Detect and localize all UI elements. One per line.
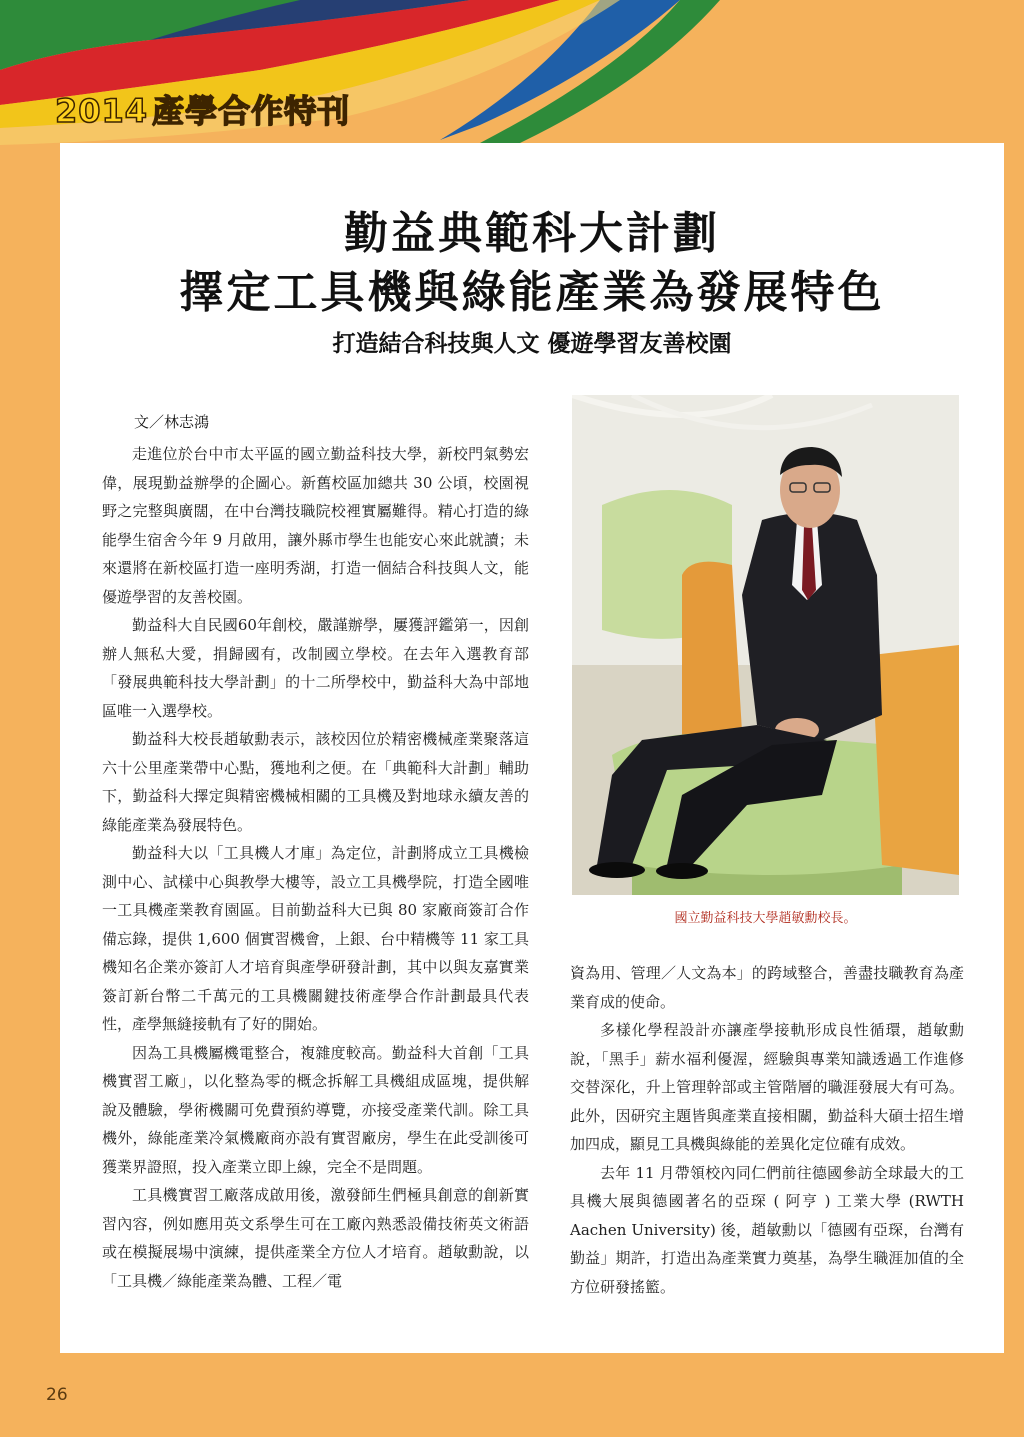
header-label: 產學合作特刊 <box>152 92 351 130</box>
page-number: 26 <box>46 1385 68 1405</box>
body-paragraph: 勤益科大自民國60年創校，嚴謹辦學，屢獲評鑑第一，因創辦人無私大愛，捐歸國有，改制國立學校。在去年入選教育部「發展典範科技大學計劃」的十二所學校中，勤益科大為中部地區唯一入選學校。 <box>102 616 529 720</box>
photo-caption: 國立勤益科技大學趙敏勳校長。 <box>674 911 857 926</box>
body-paragraph: 因為工具機屬機電整合，複雜度較高。勤益科大首創「工具機實習工廠」，以化整為零的概念拆解工具機組成區塊，提供解說及體驗，學術機關可免費預約導覽，亦接受產業代訓。除工具機外，綠能產業冷氣機廠商亦設有實習廠房，學生在此受訓後可獲業界證照，投入產業立即上線，完全不是問題。 <box>102 1043 529 1176</box>
body-paragraph: 工具機實習工廠落成啟用後，激發師生們極具創意的創新實習內容，例如應用英文系學生可在工廠內熟悉設備技術英文術語或在模擬展場中演練，提供產業全方位人才培育。趙敏勳說，以「工具機／綠能產業為體、工程／電 <box>102 1186 529 1290</box>
magazine-header-title <box>55 86 350 132</box>
body-paragraph-continued: 資為用、管理／人文為本」的跨域整合，善盡技職教育為產業育成的使命。 <box>570 964 964 1011</box>
body-paragraph: 走進位於台中市太平區的國立勤益科技大學，新校門氣勢宏偉，展現勤益辦學的企圖心。新舊校區加總共 30 公頃，校園視野之完整與廣闊，在中台灣技職院校裡實屬難得。精心打造的綠能學生宿舍今年 9 月啟用，讓外縣市學生也能安心來此就讀；未來還將在新校區打造一座明秀湖，打造一個結合科技與人文，能優遊學習的友善校園。 <box>102 445 529 606</box>
president-photo-illustration <box>572 395 959 895</box>
president-photo <box>572 395 959 895</box>
body-paragraph: 勤益科大校長趙敏勳表示，該校因位於精密機械產業聚落這六十公里產業帶中心點，獲地利之便。在「典範科大計劃」輔助下，勤益科大擇定與精密機械相關的工具機及對地球永續友善的綠能產業為發展特色。 <box>102 730 529 834</box>
article-byline: 文／林志鴻 <box>134 413 210 431</box>
article-panel <box>60 143 1004 1353</box>
article-right-column <box>570 959 964 1301</box>
body-paragraph: 去年 11 月帶領校內同仁們前往德國參訪全球最大的工具機大展與德國著名的亞琛 ( 阿亨 ) 工業大學 (RWTH Aachen University) 後，趙敏勳以「德國有亞琛，台灣有勤益」期許，打造出為產業實力奠基，為學生職涯加值的全方位研發搖籃。 <box>570 1163 964 1296</box>
article-subtitle: 打造結合科技與人文 優遊學習友善校園 <box>332 331 732 357</box>
header-year: 2014 <box>55 92 149 130</box>
article-left-column <box>102 440 529 1295</box>
header-stripes <box>0 0 1024 160</box>
article-title-line2: 擇定工具機與綠能產業為發展特色 <box>179 267 885 318</box>
body-paragraph: 多樣化學程設計亦讓產學接軌形成良性循環，趙敏勳說，「黑手」薪水福利優渥，經驗與專業知識透過工作進修交替深化，升上管理幹部或主管階層的職涯發展大有可為。此外，因研究主題皆與產業直接相關，勤益科大碩士招生增加四成，顯見工具機與綠能的差異化定位確有成效。 <box>570 1021 964 1153</box>
body-paragraph: 勤益科大以「工具機人才庫」為定位，計劃將成立工具機檢測中心、試樣中心與教學大樓等，設立工具機學院，打造全國唯一工具機產業教育園區。目前勤益科大已與 80 家廠商簽訂合作備忘錄，提供 1,600 個實習機會，上銀、台中精機等 11 家工具機知名企業亦簽訂人才培育與產學研發計劃，其中以與友嘉實業簽訂新台幣二千萬元的工具機關鍵技術產學合作計劃最具代表性，產學無縫接軌有了好的開始。 <box>102 844 529 1033</box>
article-title-line1: 勤益典範科大計劃 <box>344 208 720 259</box>
